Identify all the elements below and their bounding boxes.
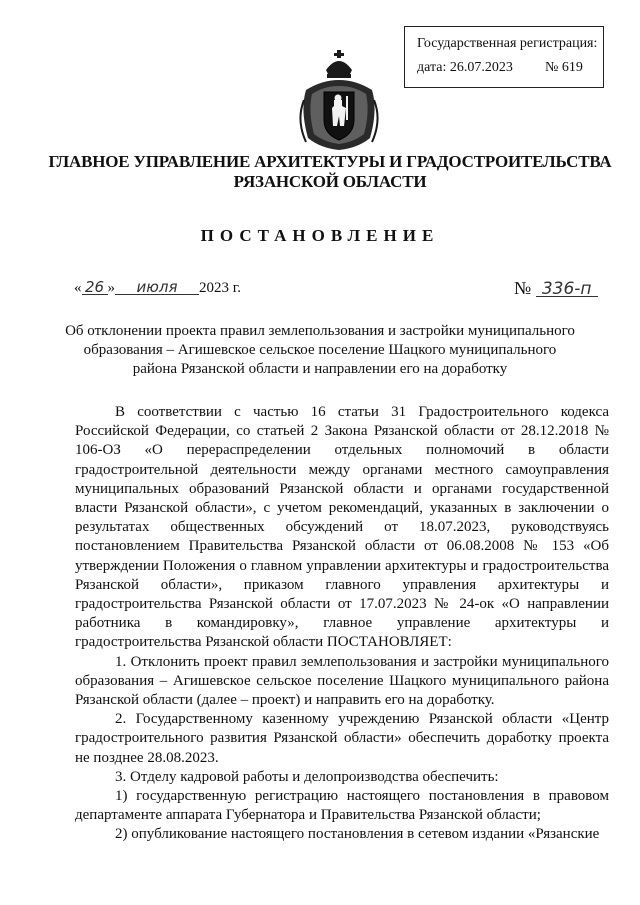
- registration-label: Государственная регистрация:: [417, 36, 598, 51]
- date-quote-close: »: [107, 280, 115, 296]
- item-3-2-paragraph: 2) опубликование настоящего постановления в сетевом издании «Рязанские: [115, 826, 600, 843]
- document-type-title: ПОСТАНОВЛЕНИЕ: [200, 226, 440, 245]
- registration-date: дата: 26.07.2023: [417, 60, 513, 75]
- date-day: 26: [82, 280, 108, 295]
- item-2-paragraph: 2. Государственному казенному учреждению Рязанской области «Центр градостроительного развития Рязанской области» обеспечить доработку проекта не позднее 28.08.2023.: [75, 711, 609, 766]
- document-subject: Об отклонении проекта правил землепользования и застройки муниципального образования – Агишевское сельское поселение Шацкого муниципального района Рязанской области и направлении его на доработку: [65, 323, 575, 377]
- item-3-1-paragraph: 1) государственную регистрацию настоящего постановления в правовом департаменте аппарата Губернатора и Правительства Рязанской области;: [75, 788, 609, 824]
- registration-date-line: [417, 59, 583, 77]
- number-prefix: №: [514, 278, 532, 298]
- date-year: 2023 г.: [199, 280, 241, 296]
- organization-title: ГЛАВНОЕ УПРАВЛЕНИЕ АРХИТЕКТУРЫ И ГРАДОСТРОИТЕЛЬСТВА РЯЗАНСКОЙ ОБЛАСТИ: [48, 152, 612, 191]
- ryazan-coat-of-arms-icon: [296, 50, 382, 152]
- registration-number: № 619: [545, 60, 583, 75]
- document-body: [75, 403, 609, 845]
- number-value: 336-п: [536, 282, 598, 297]
- date-month: июля: [115, 280, 199, 295]
- item-3-paragraph: 3. Отделу кадровой работы и делопроизводства обеспечить:: [115, 768, 499, 785]
- registration-stamp: [404, 26, 604, 88]
- document-date: [74, 280, 241, 297]
- document-number: [514, 278, 598, 299]
- crown-icon: [326, 50, 352, 78]
- item-1-paragraph: 1. Отклонить проект правил землепользования и застройки муниципального образования – Агишевское сельское поселение Шацкого муниципального района Рязанской области (далее – проект) и направить его на доработку.: [75, 653, 609, 709]
- preamble-paragraph: В соответствии с частью 16 статьи 31 Градостроительного кодекса Российской Федерации, со статьей 2 Закона Рязанской области от 28.12.2018 № 106-ОЗ «О перераспределении отдельных полномочий в области градостроительной деятельности между органами местного самоуправления муниципальных образований Рязанской области и органами государственной власти Рязанской области», с учетом рекомендаций, указанных в заключении о результатах общественных обсуждений от 18.07.2023, руководствуясь постановлением Правительства Рязанской области от 06.08.2008 № 153 «Об утверждении Положения о главном управлении архитектуры и градостроительства Рязанской области», приказом главного управления архитектуры и градостроительства Рязанской области от 17.07.2023 № 24-ок «О направлении работника в командировку», главное управление архитектуры и градостроительства Рязанской области ПОСТАНОВЛЯЕТ:: [75, 404, 609, 651]
- date-quote-open: «: [74, 280, 82, 296]
